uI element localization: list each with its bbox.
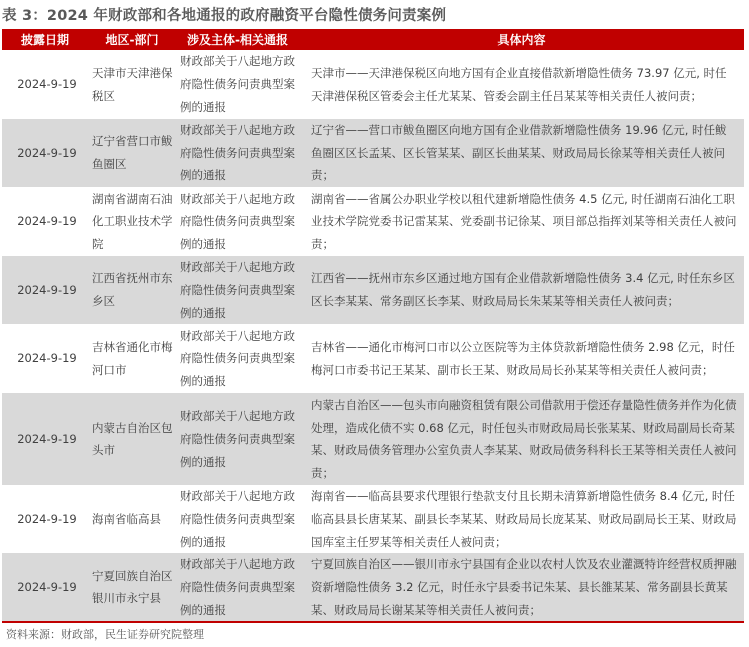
table-row	[2, 119, 744, 187]
source-note: 资料来源：财政部，民生证券研究院整理	[6, 628, 204, 641]
cell-content: 宁夏回族自治区——银川市永宁县国有企业以农村人饮及农业灌溉特许经营权质押融资新增隐性债务 3.2 亿元，时任永宁县委书记朱某、县长雒某某、常务副县长黄某某、财政局局长谢某某等相关责任人被问责；	[299, 553, 744, 622]
cell-notice: 财政部关于八起地方政府隐性债务问责典型案例的通报	[176, 119, 299, 187]
cell-region: 辽宁省营口市鲅鱼圈区	[88, 119, 176, 187]
cell-region: 江西省抚州市东乡区	[88, 256, 176, 324]
cell-notice: 财政部关于八起地方政府隐性债务问责典型案例的通报	[180, 54, 295, 114]
table-row	[2, 485, 744, 553]
cell-notice: 财政部关于八起地方政府隐性债务问责典型案例的通报	[180, 489, 295, 549]
cell-content: 江西省——抚州市东乡区通过地方国有企业借款新增隐性债务 3.4 亿元, 时任东乡区区长李某某、常务副区长李某、财政局局长朱某某等相关责任人被问责；	[299, 256, 744, 324]
accountability-cases-table	[2, 29, 744, 623]
cell-region: 天津市天津港保税区	[92, 65, 173, 103]
cell-content: 辽宁省——营口市鲅鱼圈区向地方国有企业借款新增隐性债务 19.96 亿元, 时任鲅鱼圈区区长孟某、区长管某某、副区长曲某某、财政局局长徐某等相关责任人被问责；	[299, 119, 744, 187]
table-header-row	[2, 29, 744, 50]
cell-region: 吉林省通化市梅河口市	[92, 340, 173, 377]
cell-date: 2024-9-19	[17, 214, 77, 229]
cell-notice: 财政部关于八起地方政府隐性债务问责典型案例的通报	[176, 553, 299, 622]
cell-date: 2024-9-19	[17, 77, 77, 92]
table-title: 表 3：2024 年财政部和各地通报的政府融资平台隐性债务问责案例	[2, 8, 447, 24]
cell-notice: 财政部关于八起地方政府隐性债务问责典型案例的通报	[180, 328, 295, 389]
table-row	[2, 553, 744, 622]
cell-content: 吉林省——通化市梅河口市以公立医院等为主体贷款新增隐性债务 2.98 亿元，时任梅河口市委书记王某某、副市长王某、财政局局长孙某某等相关责任人被问责；	[311, 340, 735, 377]
header-content: 具体内容	[299, 29, 744, 50]
cell-region: 内蒙古自治区包头市	[88, 393, 176, 485]
cell-content: 海南省——临高县要求代理银行垫款支付且长期未清算新增隐性债务 8.4 亿元, 时任临高县县长唐某某、副县长李某某、财政局局长庞某某、财政局副局长王某、财政局国库室主任罗某等相关责任人被问责；	[311, 489, 737, 549]
table-row	[2, 50, 744, 119]
header-region: 地区-部门	[88, 29, 176, 50]
cell-notice: 财政部关于八起地方政府隐性债务问责典型案例的通报	[180, 191, 295, 251]
cell-content: 内蒙古自治区——包头市向融资租赁有限公司借款用于偿还存量隐性债务并作为化债处理，造成化债不实 0.68 亿元，时任包头市财政局局长张某某、财政局副局长奇某某、财政局债务管理办公室负责人李某某、财政局债务科科长王某等相关责任人被问责；	[299, 393, 744, 485]
table-row	[2, 187, 744, 256]
cell-date: 2024-9-19	[2, 393, 88, 485]
cell-notice: 财政部关于八起地方政府隐性债务问责典型案例的通报	[176, 393, 299, 485]
header-notice: 涉及主体-相关通报	[176, 29, 299, 50]
table-row	[2, 324, 744, 393]
cell-content: 天津市——天津港保税区向地方国有企业直接借款新增隐性债务 73.97 亿元, 时任天津港保税区管委会主任尤某某、管委会副主任吕某某等相关责任人被问责；	[311, 65, 727, 103]
cell-date: 2024-9-19	[2, 119, 88, 187]
cell-date: 2024-9-19	[2, 256, 88, 324]
table-row	[2, 256, 744, 324]
cell-date: 2024-9-19	[2, 553, 88, 622]
cell-content: 湖南省——省属公办职业学校以租代建新增隐性债务 4.5 亿元, 时任湖南石油化工职业技术学院党委书记雷某某、党委副书记徐某、项目部总指挥刘某等相关责任人被问责；	[311, 191, 737, 251]
header-date: 披露日期	[2, 29, 88, 50]
cell-date: 2024-9-19	[17, 351, 77, 366]
cell-region: 海南省临高县	[92, 511, 161, 526]
table-row	[2, 393, 744, 485]
cell-date: 2024-9-19	[17, 511, 77, 526]
cell-region: 宁夏回族自治区银川市永宁县	[88, 553, 176, 622]
cell-region: 湖南省湖南石油化工职业技术学院	[92, 191, 173, 251]
cell-notice: 财政部关于八起地方政府隐性债务问责典型案例的通报	[176, 256, 299, 324]
